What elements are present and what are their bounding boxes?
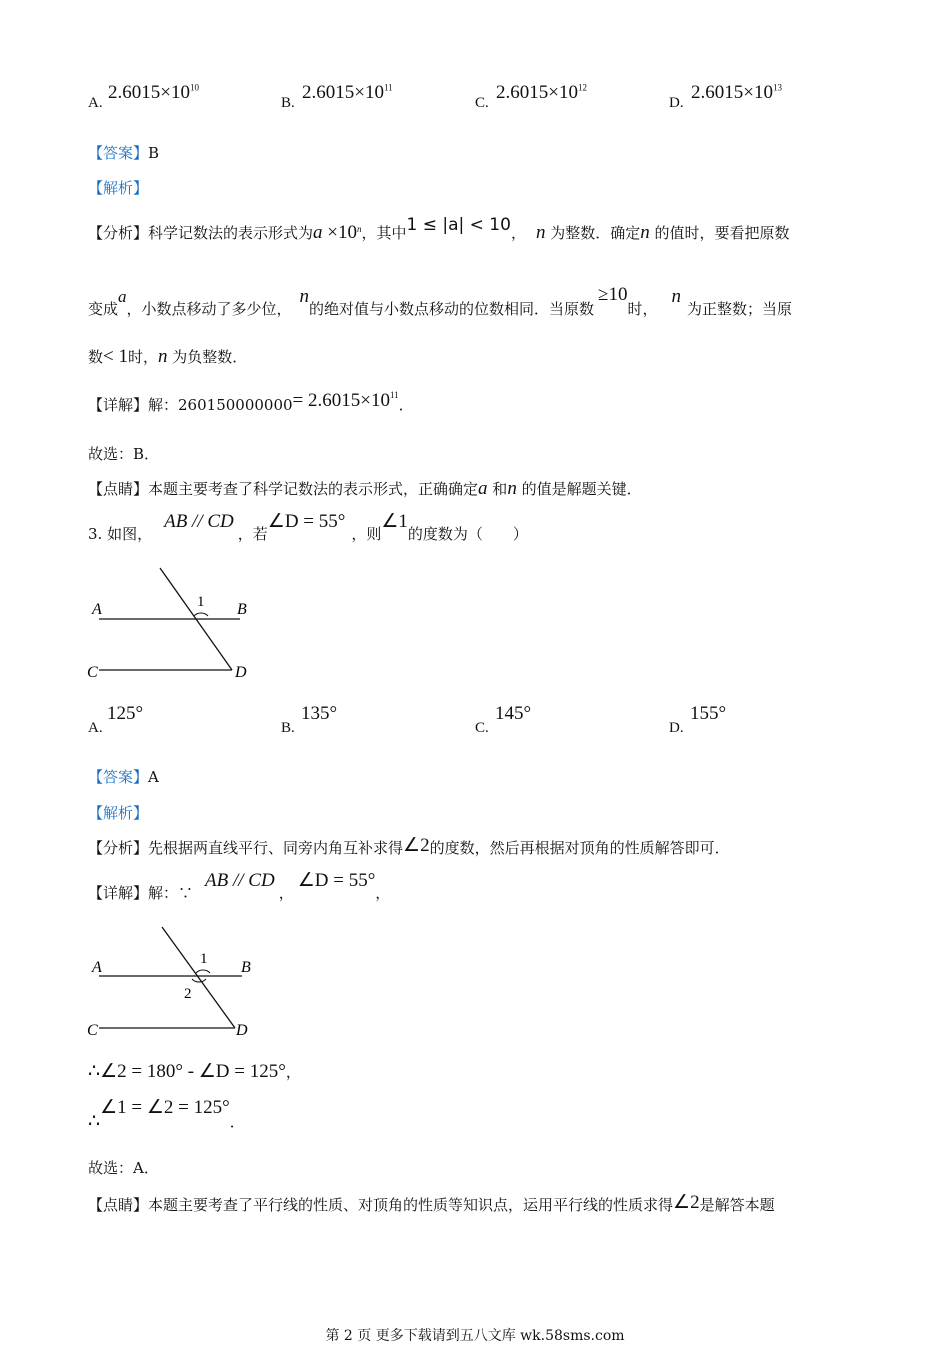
q2-dianjing: 【点睛】本题主要考查了科学记数法的表示形式，正确确定a 和n 的值是解题关键． (88, 478, 642, 499)
q3-figure-1 (80, 562, 270, 687)
q2-fenxi-line3: 数< 1时，n 为负整数． (88, 346, 248, 367)
label-angle-2: 2 (184, 986, 192, 1002)
option-value: $2.6015\times 10^{11}$ (302, 82, 393, 103)
q3-dianjing: 【点睛】本题主要考查了平行线的性质、对顶角的性质等知识点，运用平行线的性质求得∠2是解答本题 (88, 1192, 775, 1214)
q3-step1: ∴∠2 = 180° - ∠D = 125°， (88, 1061, 301, 1082)
q3-guxuan: 故选：A． (88, 1159, 159, 1177)
dianjing-tag: 【点睛】 (88, 480, 149, 498)
label-d: D (236, 1022, 248, 1039)
option-value: $2.6015\times 10^{12}$ (496, 82, 587, 103)
option-label: A. (88, 95, 103, 111)
q3-fenxi: 【分析】先根据两直线平行、同旁内角互补求得∠2的度数，然后再根据对顶角的性质解答即可． (88, 835, 730, 857)
label-angle-1: 1 (197, 594, 205, 610)
angle-1-arc (196, 970, 210, 973)
q3-figure-2 (80, 920, 270, 1045)
label-angle-1: 1 (200, 951, 208, 967)
label-b: B (237, 601, 247, 618)
therefore-symbol: ∴ (88, 1061, 101, 1082)
option-label: D. (669, 95, 684, 111)
xiangjie-tag: 【详解】 (88, 884, 149, 902)
label-a: A (92, 959, 102, 976)
q3-xiangjie: 【详解】解：∵AB // CD，∠D = 55°， (88, 870, 391, 902)
label-b: B (241, 959, 251, 976)
fenxi-tag: 【分析】 (88, 224, 149, 242)
q2-answer (88, 142, 159, 163)
xiangjie-tag: 【详解】 (88, 396, 149, 414)
q2-jiexi-heading: 【解析】 (88, 179, 149, 197)
q2-xiangjie: 【详解】解：$260150000000= 2.6015\times 10^{11}$． (88, 390, 414, 414)
answer-tag: 【答案】 (88, 768, 149, 786)
range-expression: 1 ≤ |a| < 10 (406, 215, 511, 235)
label-d: D (235, 664, 247, 681)
q3-stem: 3. 如图，AB // CD，若∠D = 55°，则∠1的度数为（ ） (88, 511, 528, 543)
option-label: B. (281, 95, 295, 111)
option-label: C. (475, 95, 489, 111)
option-value: $2.6015\times 10^{13}$ (691, 82, 782, 103)
label-c: C (87, 1022, 98, 1039)
q2-guxuan: 故选：B． (88, 445, 160, 463)
answer-value: B (148, 144, 160, 162)
q2-fenxi-line1: 【分析】科学记数法的表示形式为$a \times 10^n$，其中1 ≤ |a| < 10， n 为整数．确定n 的值时，要看把原数 (88, 215, 790, 243)
angle-1-expr: ∠1 (381, 511, 408, 532)
option-value: $2.6015\times 10^{10}$ (108, 82, 199, 103)
label-a: A (92, 601, 102, 618)
angle-d-expr: ∠D = 55° (267, 511, 346, 532)
label-c: C (87, 664, 98, 681)
q2-fenxi-line2: 变成a，小数点移动了多少位，n的绝对值与小数点移动的位数相同．当原数≥10时，n为正整数；当原 (88, 284, 793, 318)
q3-answer (88, 766, 159, 787)
q3-jiexi-heading: 【解析】 (88, 804, 149, 822)
page-footer: 第 2 页 更多下载请到五八文库 wk.58sms.com (325, 1328, 625, 1344)
fenxi-tag: 【分析】 (88, 839, 149, 857)
parallel-expr: AB // CD (164, 511, 234, 532)
angle-arc (194, 613, 208, 616)
answer-tag: 【答案】 (88, 144, 149, 162)
therefore-symbol: ∴ (88, 1111, 101, 1132)
dianjing-tag: 【点睛】 (88, 1196, 149, 1214)
answer-value: A (148, 768, 159, 786)
transversal (162, 927, 235, 1028)
angle-2-arc (192, 979, 206, 982)
q3-step2: ∴∠1 = ∠2 = 125°． (88, 1097, 245, 1132)
